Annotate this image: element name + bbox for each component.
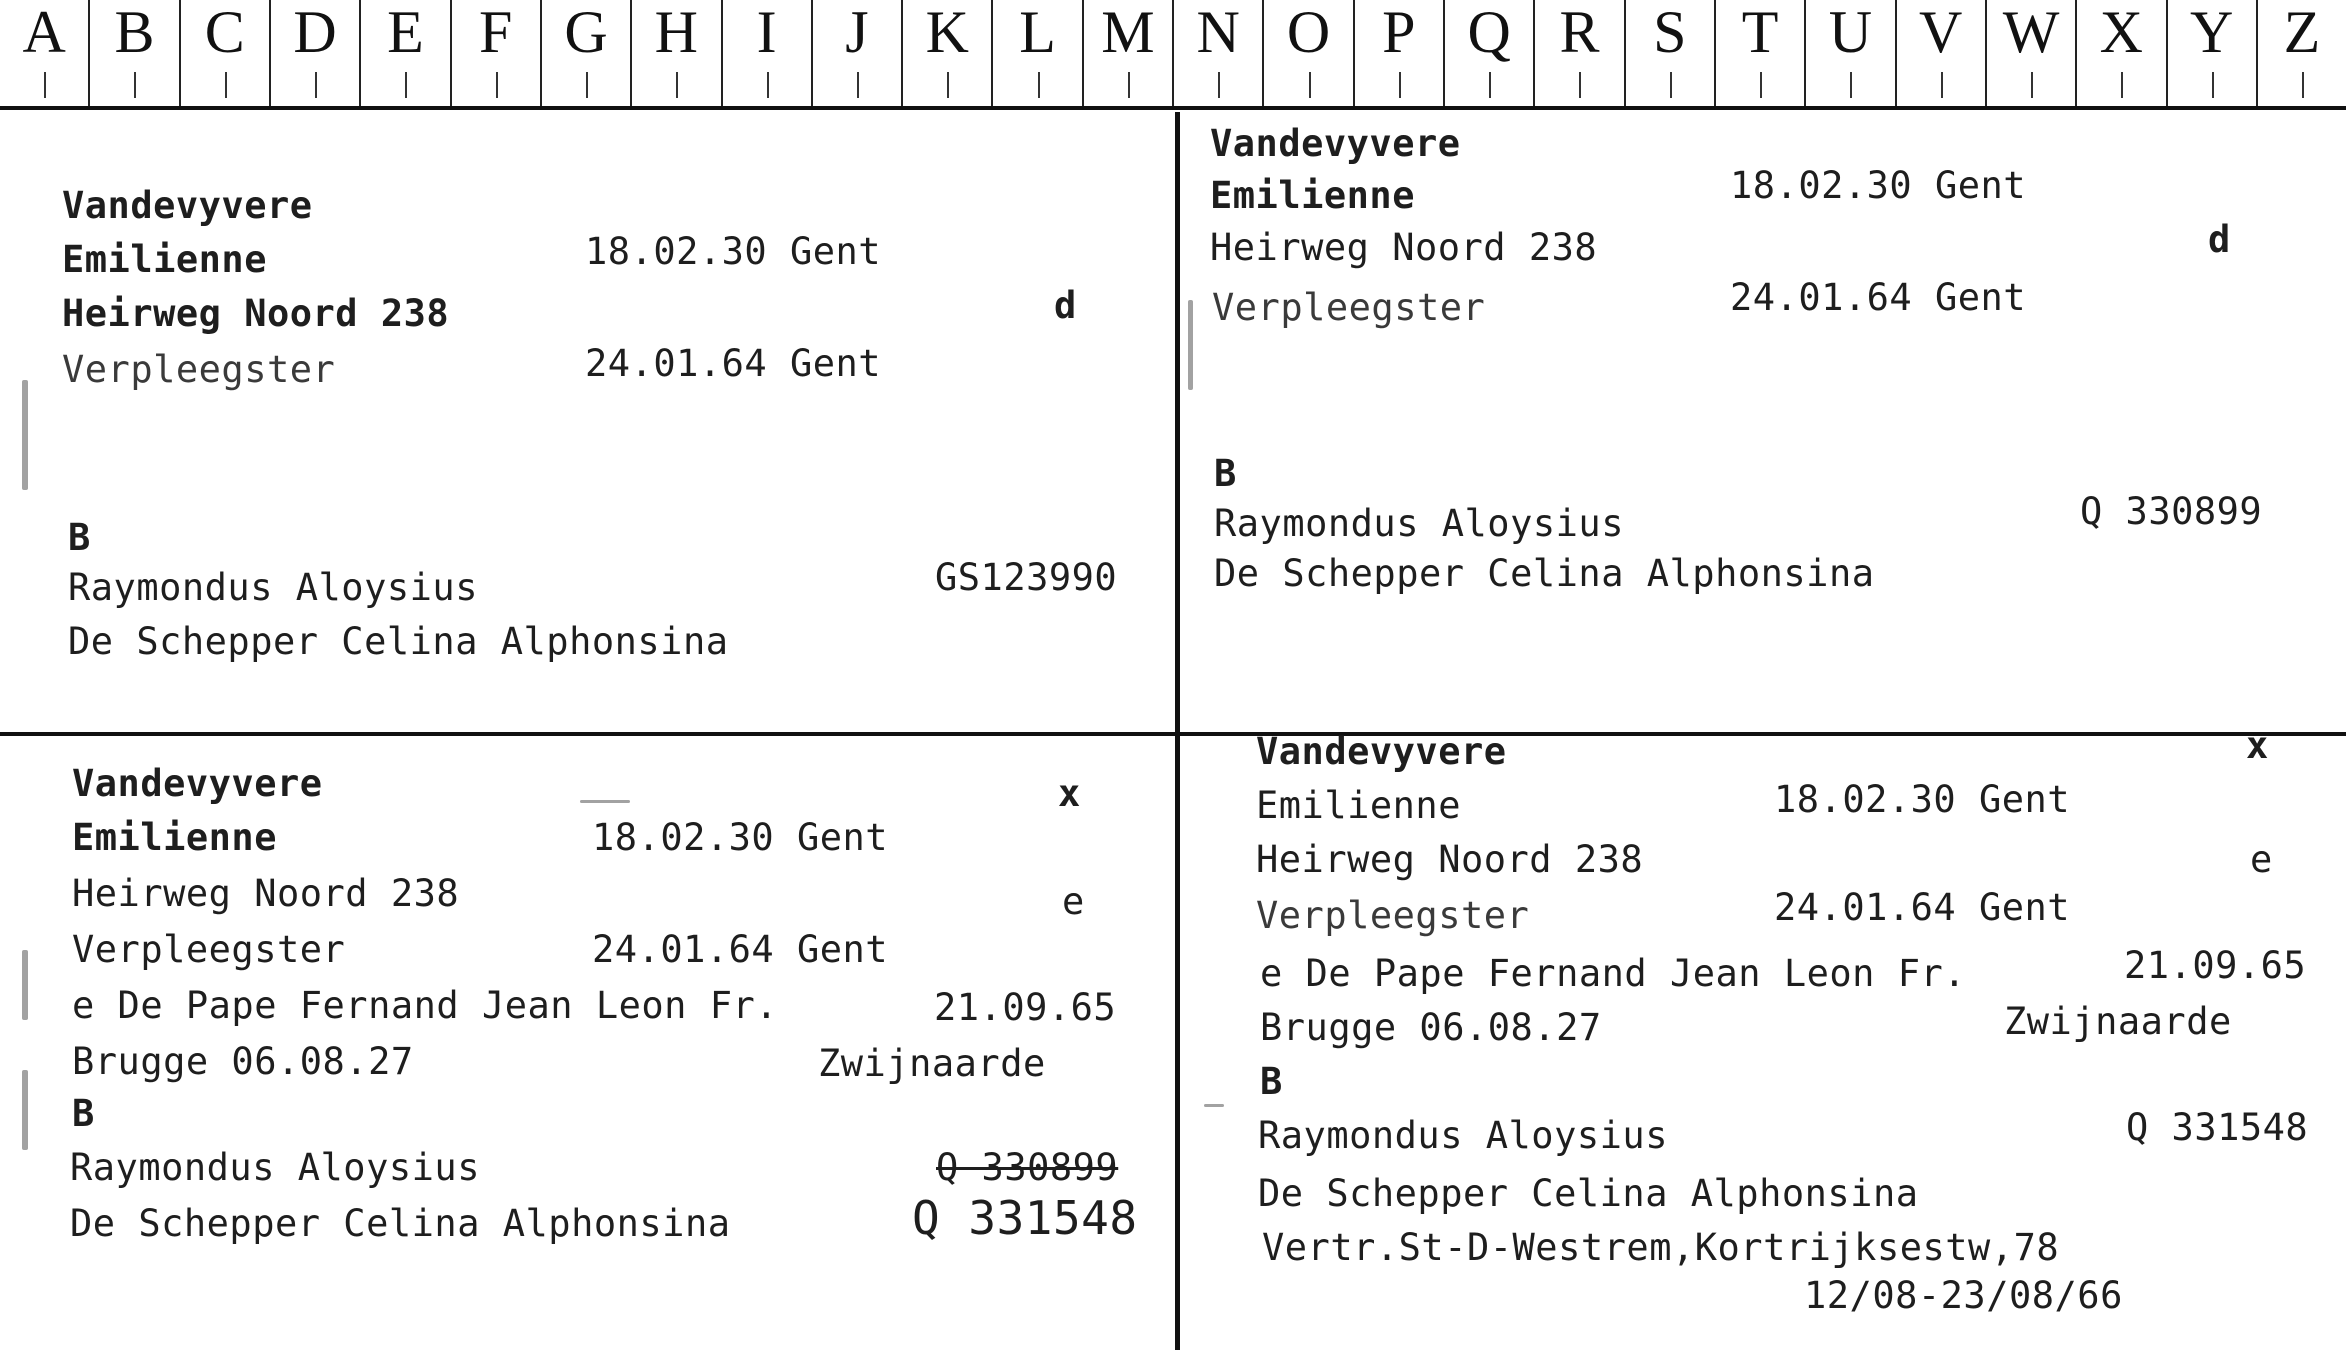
occupation: Verpleegster (62, 348, 336, 391)
scan-noise (1204, 1104, 1224, 1107)
index-letter-i: I (721, 0, 811, 108)
birth-date-place: 18.02.30 Gent (1774, 778, 2071, 821)
index-letter-k: K (901, 0, 991, 108)
address: Heirweg Noord 238 (72, 872, 460, 915)
reference-number: Q 330899 (2080, 490, 2263, 533)
scan-noise (1188, 300, 1193, 390)
marriage-date: 21.09.65 (934, 986, 1117, 1029)
index-letter-d: D (269, 0, 359, 108)
index-letter-a: A (0, 0, 88, 108)
spouse-birth: Brugge 06.08.27 (1260, 1006, 1602, 1049)
mark-x: x (2246, 724, 2269, 767)
mark-letter: e (2250, 838, 2273, 881)
index-letter-x: X (2075, 0, 2165, 108)
surname: Vandevyvere (1210, 122, 1461, 165)
mother-name: De Schepper Celina Alphonsina (1214, 552, 1875, 595)
registration-date-place: 24.01.64 Gent (592, 928, 889, 971)
vertical-divider (1175, 112, 1180, 1350)
index-letter-q: Q (1443, 0, 1533, 108)
birth-date-place: 18.02.30 Gent (592, 816, 889, 859)
index-letter-l: L (991, 0, 1081, 108)
index-letter-u: U (1804, 0, 1894, 108)
birth-date-place: 18.02.30 Gent (1730, 164, 2027, 207)
index-letter-t: T (1714, 0, 1804, 108)
mother-name: De Schepper Celina Alphonsina (68, 620, 729, 663)
departure-address: Vertr.St-D-Westrem,Kortrijksestw,78 (1262, 1226, 2060, 1269)
mark-letter: e (1062, 880, 1085, 923)
index-letter-s: S (1624, 0, 1714, 108)
index-letter-w: W (1985, 0, 2075, 108)
index-letter-c: C (179, 0, 269, 108)
given-name: Emilienne (62, 238, 267, 281)
registration-date-place: 24.01.64 Gent (1774, 886, 2071, 929)
father-name: Raymondus Aloysius (68, 566, 478, 609)
surname: Vandevyvere (62, 184, 313, 227)
index-letter-r: R (1533, 0, 1623, 108)
index-letter-e: E (359, 0, 449, 108)
reference-number: Q 331548 (912, 1191, 1138, 1245)
scan-noise (22, 380, 28, 490)
marriage-place: Zwijnaarde (2004, 1000, 2232, 1043)
index-letter-g: G (540, 0, 630, 108)
surname: Vandevyvere (1256, 730, 1507, 773)
status-code: B (72, 1092, 95, 1135)
spouse-name: e De Pape Fernand Jean Leon Fr. (1260, 952, 1967, 995)
scan-noise (22, 950, 28, 1020)
birth-date-place: 18.02.30 Gent (585, 230, 882, 273)
index-letter-p: P (1353, 0, 1443, 108)
reference-number: Q 331548 (2126, 1106, 2309, 1149)
marriage-date: 21.09.65 (2124, 944, 2307, 987)
given-name: Emilienne (72, 816, 277, 859)
index-letter-z: Z (2256, 0, 2346, 108)
index-letter-y: Y (2166, 0, 2256, 108)
spouse-name: e De Pape Fernand Jean Leon Fr. (72, 984, 779, 1027)
struck-reference-number: Q 330899 (936, 1146, 1119, 1189)
status-code: B (1260, 1060, 1283, 1103)
mark-letter: d (1054, 284, 1077, 327)
given-name: Emilienne (1210, 174, 1415, 217)
spouse-birth: Brugge 06.08.27 (72, 1040, 414, 1083)
address: Heirweg Noord 238 (1256, 838, 1644, 881)
occupation: Verpleegster (1212, 286, 1486, 329)
index-letter-j: J (811, 0, 901, 108)
scan-noise (580, 800, 630, 803)
father-name: Raymondus Aloysius (70, 1146, 480, 1189)
header-rule (0, 106, 2346, 110)
mother-name: De Schepper Celina Alphonsina (70, 1202, 731, 1245)
scan-noise (22, 1070, 28, 1150)
index-letter-f: F (450, 0, 540, 108)
registration-date-place: 24.01.64 Gent (1730, 276, 2027, 319)
index-letter-b: B (88, 0, 178, 108)
address: Heirweg Noord 238 (62, 292, 450, 335)
index-letter-n: N (1172, 0, 1262, 108)
father-name: Raymondus Aloysius (1214, 502, 1624, 545)
address: Heirweg Noord 238 (1210, 226, 1598, 269)
occupation: Verpleegster (1256, 894, 1530, 937)
mark-x: x (1058, 772, 1081, 815)
father-name: Raymondus Aloysius (1258, 1114, 1668, 1157)
registration-date-place: 24.01.64 Gent (585, 342, 882, 385)
index-letter-o: O (1262, 0, 1352, 108)
marriage-place: Zwijnaarde (818, 1042, 1046, 1085)
reference-number: GS123990 (935, 556, 1118, 599)
departure-period: 12/08-23/08/66 (1804, 1274, 2123, 1317)
alphabet-index-header (0, 0, 2346, 108)
index-letter-v: V (1895, 0, 1985, 108)
index-letter-h: H (630, 0, 720, 108)
given-name: Emilienne (1256, 784, 1461, 827)
occupation: Verpleegster (72, 928, 346, 971)
status-code: B (68, 516, 91, 559)
status-code: B (1214, 452, 1237, 495)
horizontal-divider-left (0, 732, 1177, 736)
surname: Vandevyvere (72, 762, 323, 805)
mother-name: De Schepper Celina Alphonsina (1258, 1172, 1919, 1215)
mark-letter: d (2208, 218, 2231, 261)
index-letter-m: M (1082, 0, 1172, 108)
